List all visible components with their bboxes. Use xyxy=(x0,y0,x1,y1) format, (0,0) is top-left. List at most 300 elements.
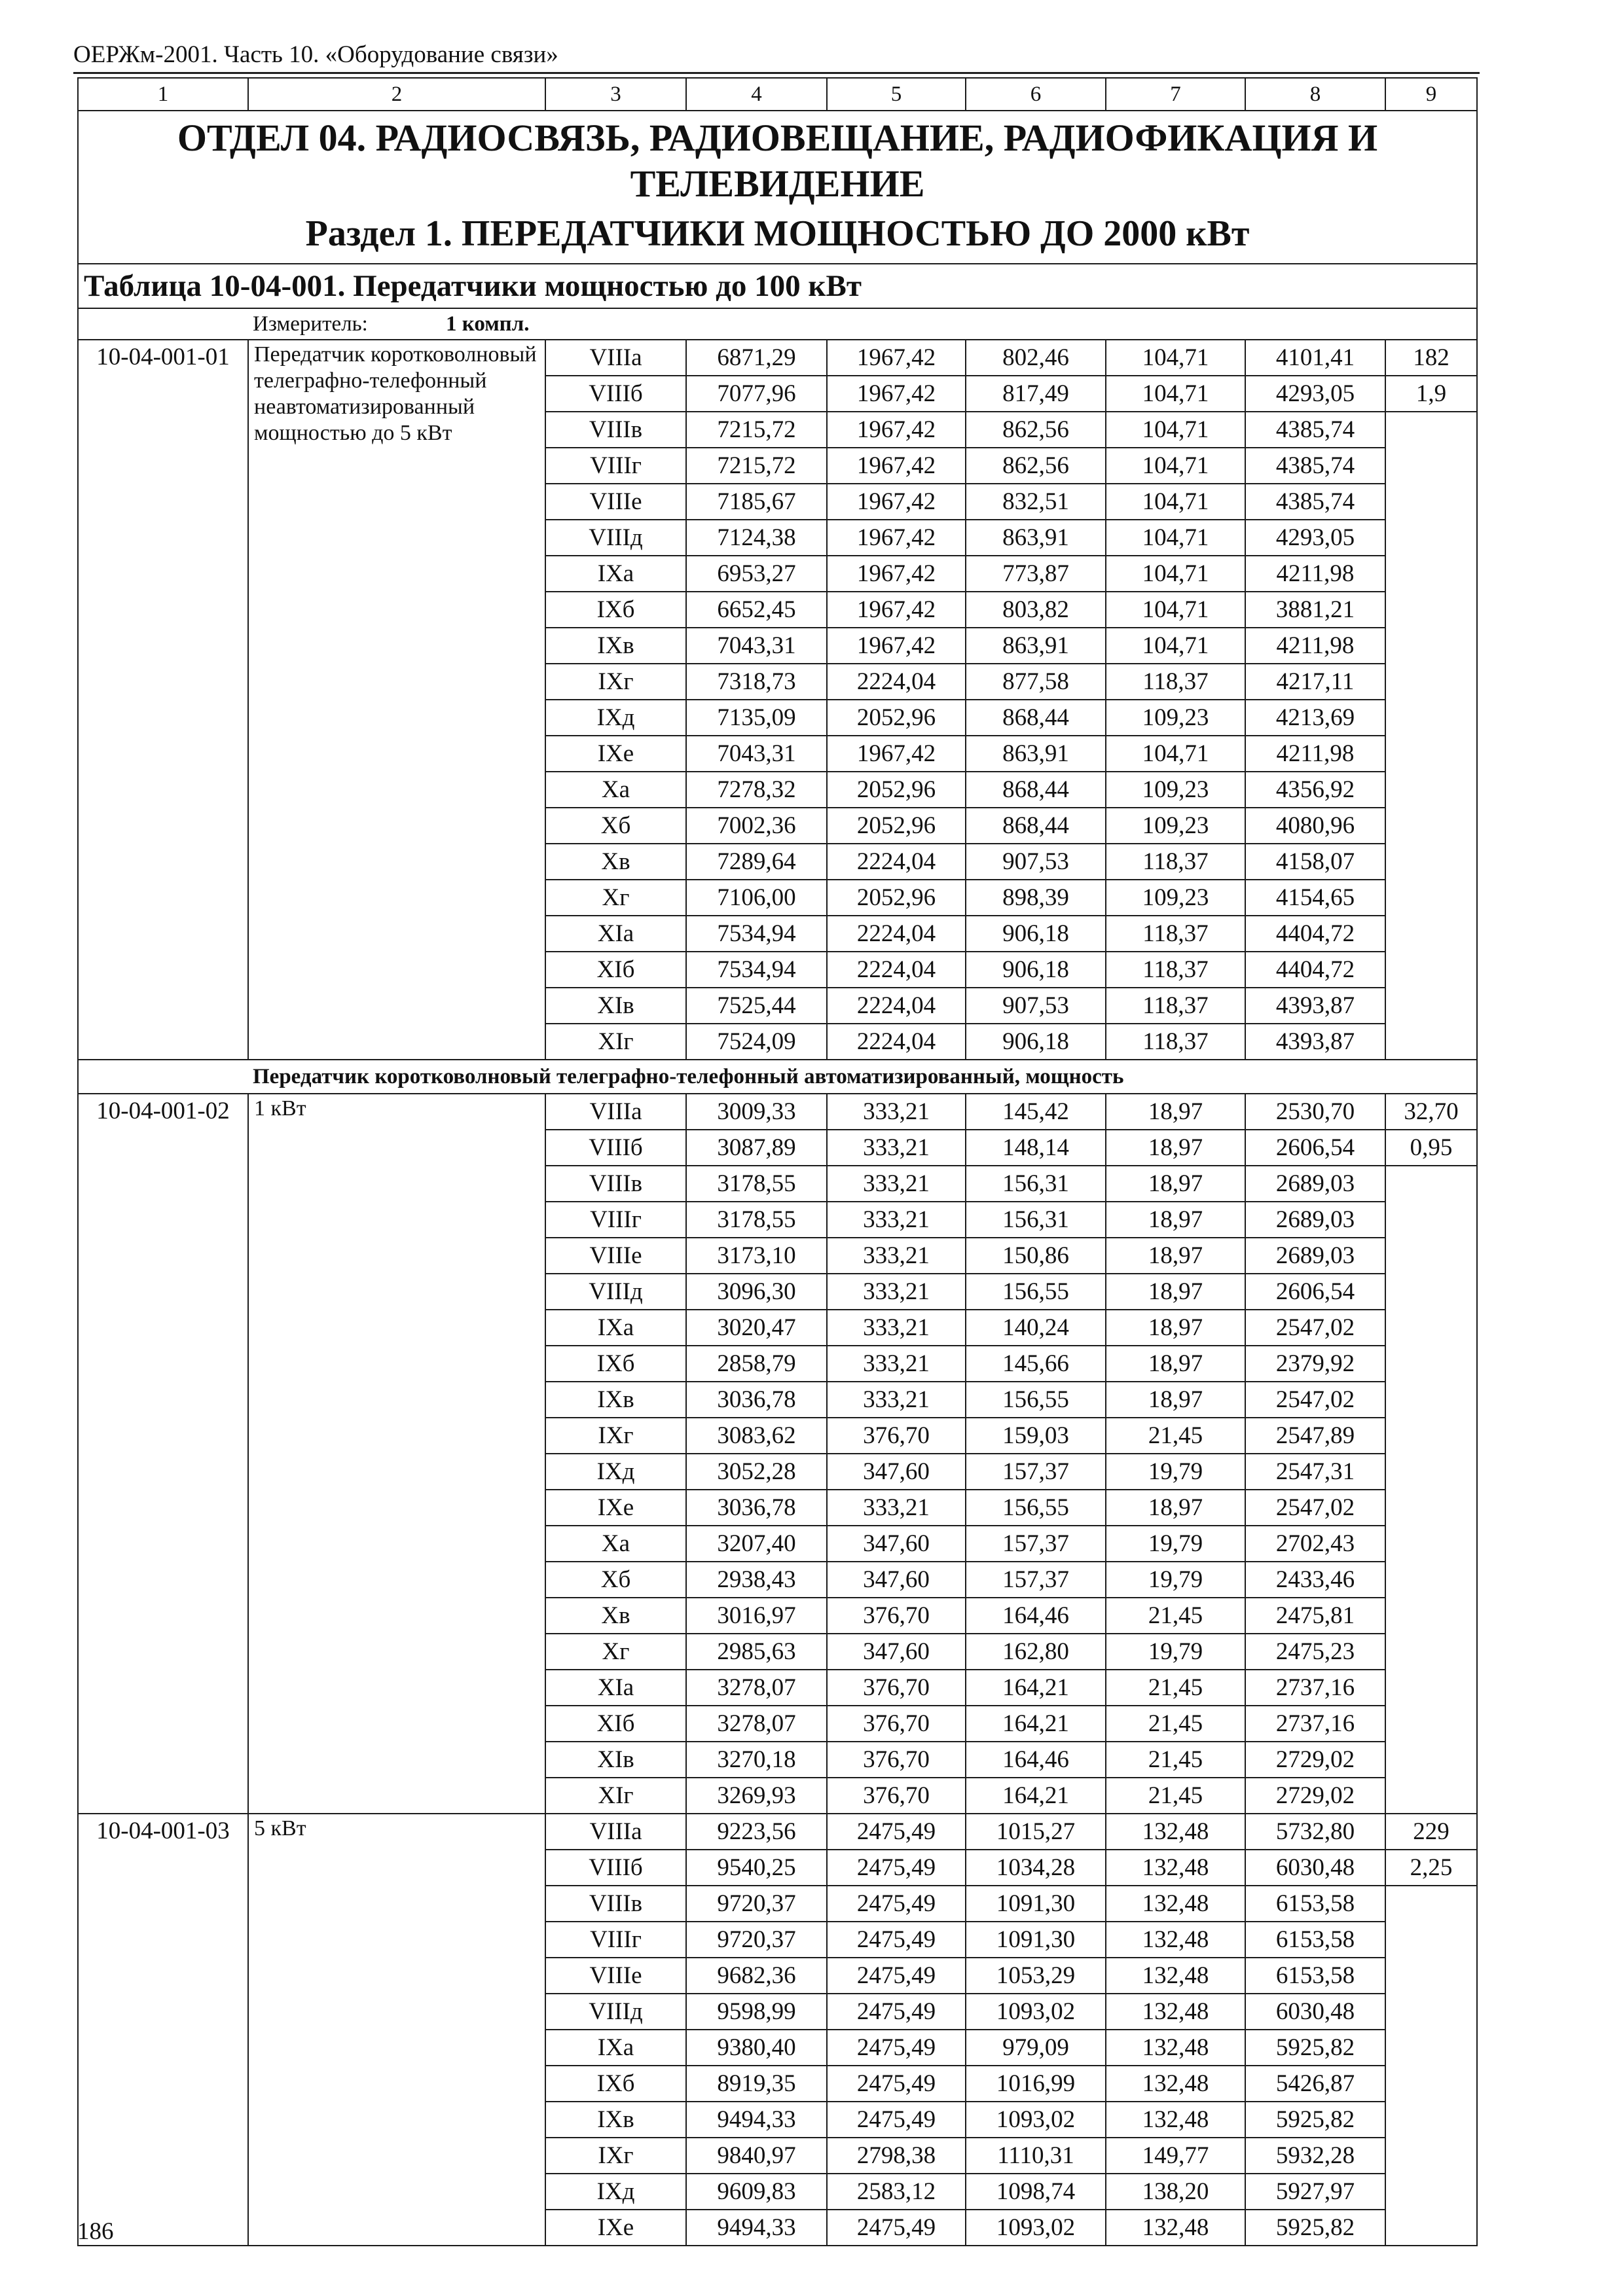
cost-value: 1967,42 xyxy=(827,376,966,412)
zone-code: VIIIг xyxy=(545,1922,686,1958)
cost-value: 1034,28 xyxy=(966,1850,1106,1886)
zone-code: XIб xyxy=(545,952,686,988)
cost-value: 2938,43 xyxy=(686,1562,827,1598)
cost-value: 2985,63 xyxy=(686,1634,827,1670)
cost-value: 4217,11 xyxy=(1245,664,1385,700)
cost-value: 2729,02 xyxy=(1245,1778,1385,1814)
cost-value: 1967,42 xyxy=(827,592,966,628)
cost-value: 333,21 xyxy=(827,1382,966,1418)
zone-code: VIIIе xyxy=(545,484,686,520)
zone-code: IXе xyxy=(545,1490,686,1526)
cost-value: 4101,41 xyxy=(1245,340,1385,376)
cost-value: 333,21 xyxy=(827,1166,966,1202)
column-number: 2 xyxy=(248,78,545,111)
cost-value: 2224,04 xyxy=(827,1024,966,1060)
cost-value: 376,70 xyxy=(827,1598,966,1634)
zone-code: VIIIб xyxy=(545,1130,686,1166)
cost-value: 7002,36 xyxy=(686,808,827,844)
cost-value: 907,53 xyxy=(966,988,1106,1024)
cost-value: 132,48 xyxy=(1106,2210,1245,2246)
cost-value: 979,09 xyxy=(966,2030,1106,2066)
cost-value: 9540,25 xyxy=(686,1850,827,1886)
cost-value: 2547,02 xyxy=(1245,1382,1385,1418)
zone-code: XIв xyxy=(545,1742,686,1778)
labor-empty xyxy=(1385,1166,1477,1814)
cost-value: 145,66 xyxy=(966,1346,1106,1382)
cost-value: 2224,04 xyxy=(827,916,966,952)
cost-value: 118,37 xyxy=(1106,916,1245,952)
labor-value: 1,9 xyxy=(1385,376,1477,412)
cost-value: 7534,94 xyxy=(686,916,827,952)
zone-code: VIIIб xyxy=(545,376,686,412)
cost-value: 138,20 xyxy=(1106,2174,1245,2210)
cost-value: 1967,42 xyxy=(827,412,966,448)
cost-value: 2475,49 xyxy=(827,2066,966,2102)
zone-code: VIIIд xyxy=(545,1994,686,2030)
cost-value: 2475,23 xyxy=(1245,1634,1385,1670)
cost-value: 868,44 xyxy=(966,808,1106,844)
zone-code: IXб xyxy=(545,2066,686,2102)
zone-code: IXв xyxy=(545,2102,686,2138)
cost-value: 2475,49 xyxy=(827,2102,966,2138)
cost-value: 7124,38 xyxy=(686,520,827,556)
labor-empty xyxy=(1385,1886,1477,2246)
cost-value: 2475,49 xyxy=(827,1850,966,1886)
cost-value: 773,87 xyxy=(966,556,1106,592)
cost-value: 4211,98 xyxy=(1245,736,1385,772)
cost-value: 3178,55 xyxy=(686,1166,827,1202)
cost-value: 149,77 xyxy=(1106,2138,1245,2174)
cost-value: 333,21 xyxy=(827,1094,966,1130)
cost-value: 2583,12 xyxy=(827,2174,966,2210)
cost-value: 9223,56 xyxy=(686,1814,827,1850)
cost-value: 863,91 xyxy=(966,520,1106,556)
zone-code: Xг xyxy=(545,880,686,916)
cost-value: 2689,03 xyxy=(1245,1238,1385,1274)
zone-code: Xб xyxy=(545,1562,686,1598)
cost-value: 9380,40 xyxy=(686,2030,827,2066)
cost-value: 4211,98 xyxy=(1245,628,1385,664)
department-title: ОТДЕЛ 04. РАДИОСВЯЗЬ, РАДИОВЕЩАНИЕ, РАДИОФИКАЦИЯ И ТЕЛЕВИДЕНИЕ xyxy=(177,117,1378,205)
heading-cell xyxy=(78,111,1477,264)
cost-value: 7318,73 xyxy=(686,664,827,700)
cost-value: 9609,83 xyxy=(686,2174,827,2210)
cost-value: 1053,29 xyxy=(966,1958,1106,1994)
cost-value: 9720,37 xyxy=(686,1886,827,1922)
zone-code: VIIIд xyxy=(545,1274,686,1310)
cost-value: 333,21 xyxy=(827,1238,966,1274)
cost-value: 7043,31 xyxy=(686,736,827,772)
zone-code: IXа xyxy=(545,1310,686,1346)
cost-value: 2729,02 xyxy=(1245,1742,1385,1778)
cost-value: 3269,93 xyxy=(686,1778,827,1814)
table-row xyxy=(78,1814,1477,1850)
zone-code: XIб xyxy=(545,1706,686,1742)
cost-value: 104,71 xyxy=(1106,412,1245,448)
cost-value: 5925,82 xyxy=(1245,2210,1385,2246)
cost-value: 347,60 xyxy=(827,1634,966,1670)
zone-code: XIв xyxy=(545,988,686,1024)
zone-code: XIг xyxy=(545,1024,686,1060)
cost-value: 18,97 xyxy=(1106,1346,1245,1382)
cost-value: 118,37 xyxy=(1106,988,1245,1024)
cost-value: 2798,38 xyxy=(827,2138,966,2174)
cost-value: 104,71 xyxy=(1106,340,1245,376)
cost-value: 132,48 xyxy=(1106,2030,1245,2066)
cost-value: 4385,74 xyxy=(1245,412,1385,448)
cost-value: 2737,16 xyxy=(1245,1706,1385,1742)
cost-value: 1091,30 xyxy=(966,1886,1106,1922)
cost-value: 2606,54 xyxy=(1245,1130,1385,1166)
zone-code: IXб xyxy=(545,1346,686,1382)
page-number: 186 xyxy=(77,2218,114,2245)
cost-value: 5927,97 xyxy=(1245,2174,1385,2210)
cost-value: 868,44 xyxy=(966,700,1106,736)
cost-value: 132,48 xyxy=(1106,2102,1245,2138)
cost-value: 2475,49 xyxy=(827,1958,966,1994)
cost-value: 3009,33 xyxy=(686,1094,827,1130)
cost-value: 5732,80 xyxy=(1245,1814,1385,1850)
cost-value: 2433,46 xyxy=(1245,1562,1385,1598)
cost-value: 4293,05 xyxy=(1245,520,1385,556)
cost-value: 2475,49 xyxy=(827,1922,966,1958)
cost-value: 157,37 xyxy=(966,1526,1106,1562)
cost-value: 19,79 xyxy=(1106,1634,1245,1670)
zone-code: Xб xyxy=(545,808,686,844)
cost-value: 2530,70 xyxy=(1245,1094,1385,1130)
cost-value: 2379,92 xyxy=(1245,1346,1385,1382)
cost-value: 1967,42 xyxy=(827,628,966,664)
cost-value: 2858,79 xyxy=(686,1346,827,1382)
cost-value: 6153,58 xyxy=(1245,1922,1385,1958)
zone-code: VIIIг xyxy=(545,448,686,484)
measure-value: 1 компл. xyxy=(446,312,530,336)
cost-value: 140,24 xyxy=(966,1310,1106,1346)
cost-value: 145,42 xyxy=(966,1094,1106,1130)
rates-table xyxy=(77,77,1478,2246)
zone-code: IXе xyxy=(545,736,686,772)
rate-code: 10-04-001-01 xyxy=(78,340,248,1060)
cost-value: 2475,49 xyxy=(827,1886,966,1922)
cost-value: 7289,64 xyxy=(686,844,827,880)
zone-code: IXе xyxy=(545,2210,686,2246)
cost-value: 1967,42 xyxy=(827,520,966,556)
cost-value: 333,21 xyxy=(827,1130,966,1166)
cost-value: 164,46 xyxy=(966,1598,1106,1634)
cost-value: 156,55 xyxy=(966,1274,1106,1310)
cost-value: 862,56 xyxy=(966,412,1106,448)
zone-code: VIIIа xyxy=(545,1814,686,1850)
cost-value: 6153,58 xyxy=(1245,1958,1385,1994)
zone-code: IXг xyxy=(545,2138,686,2174)
zone-code: IXв xyxy=(545,628,686,664)
zone-code: VIIIе xyxy=(545,1958,686,1994)
zone-code: Xв xyxy=(545,844,686,880)
cost-value: 7525,44 xyxy=(686,988,827,1024)
cost-value: 2224,04 xyxy=(827,844,966,880)
cost-value: 109,23 xyxy=(1106,880,1245,916)
cost-value: 156,31 xyxy=(966,1166,1106,1202)
cost-value: 2224,04 xyxy=(827,952,966,988)
zone-code: VIIIа xyxy=(545,1094,686,1130)
cost-value: 104,71 xyxy=(1106,448,1245,484)
cost-value: 18,97 xyxy=(1106,1490,1245,1526)
column-number: 1 xyxy=(78,78,248,111)
cost-value: 164,21 xyxy=(966,1778,1106,1814)
cost-value: 333,21 xyxy=(827,1490,966,1526)
cost-value: 9720,37 xyxy=(686,1922,827,1958)
cost-value: 6030,48 xyxy=(1245,1994,1385,2030)
cost-value: 347,60 xyxy=(827,1454,966,1490)
cost-value: 1967,42 xyxy=(827,340,966,376)
zone-code: VIIIв xyxy=(545,1166,686,1202)
table-row xyxy=(78,1094,1477,1130)
cost-value: 9494,33 xyxy=(686,2102,827,2138)
cost-value: 7278,32 xyxy=(686,772,827,808)
header-rule xyxy=(73,72,1480,74)
zone-code: IXг xyxy=(545,664,686,700)
zone-code: IXб xyxy=(545,592,686,628)
labor-empty xyxy=(1385,412,1477,1060)
cost-value: 2689,03 xyxy=(1245,1202,1385,1238)
cost-value: 3096,30 xyxy=(686,1274,827,1310)
measure-cell xyxy=(78,308,1477,340)
cost-value: 18,97 xyxy=(1106,1202,1245,1238)
cost-value: 157,37 xyxy=(966,1454,1106,1490)
cost-value: 1967,42 xyxy=(827,484,966,520)
cost-value: 1091,30 xyxy=(966,1922,1106,1958)
measure-label: Измеритель: xyxy=(253,312,368,336)
cost-value: 6030,48 xyxy=(1245,1850,1385,1886)
cost-value: 118,37 xyxy=(1106,664,1245,700)
cost-value: 9598,99 xyxy=(686,1994,827,2030)
zone-code: IXд xyxy=(545,700,686,736)
cost-value: 3881,21 xyxy=(1245,592,1385,628)
zone-code: XIа xyxy=(545,1670,686,1706)
column-number-row xyxy=(78,78,1477,111)
cost-value: 4154,65 xyxy=(1245,880,1385,916)
cost-value: 148,14 xyxy=(966,1130,1106,1166)
cost-value: 2547,02 xyxy=(1245,1490,1385,1526)
table-body xyxy=(78,78,1477,2246)
cost-value: 3036,78 xyxy=(686,1490,827,1526)
cost-value: 18,97 xyxy=(1106,1274,1245,1310)
zone-code: VIIIв xyxy=(545,1886,686,1922)
cost-value: 2547,31 xyxy=(1245,1454,1385,1490)
cost-value: 347,60 xyxy=(827,1526,966,1562)
cost-value: 104,71 xyxy=(1106,556,1245,592)
column-number: 5 xyxy=(827,78,966,111)
column-number: 7 xyxy=(1106,78,1245,111)
cost-value: 3278,07 xyxy=(686,1670,827,1706)
cost-value: 376,70 xyxy=(827,1706,966,1742)
labor-value: 32,70 xyxy=(1385,1094,1477,1130)
cost-value: 118,37 xyxy=(1106,952,1245,988)
cost-value: 906,18 xyxy=(966,916,1106,952)
cost-value: 164,21 xyxy=(966,1670,1106,1706)
cost-value: 1015,27 xyxy=(966,1814,1106,1850)
subheading-row xyxy=(78,1060,1477,1094)
cost-value: 3052,28 xyxy=(686,1454,827,1490)
zone-code: IXд xyxy=(545,1454,686,1490)
cost-value: 7185,67 xyxy=(686,484,827,520)
cost-value: 2475,81 xyxy=(1245,1598,1385,1634)
cost-value: 7106,00 xyxy=(686,880,827,916)
zone-code: VIIIг xyxy=(545,1202,686,1238)
cost-value: 118,37 xyxy=(1106,844,1245,880)
cost-value: 2052,96 xyxy=(827,700,966,736)
cost-value: 4385,74 xyxy=(1245,484,1385,520)
cost-value: 3020,47 xyxy=(686,1310,827,1346)
cost-value: 2475,49 xyxy=(827,1994,966,2030)
zone-code: Xв xyxy=(545,1598,686,1634)
cost-value: 376,70 xyxy=(827,1778,966,1814)
measure-row xyxy=(78,308,1477,340)
cost-value: 6871,29 xyxy=(686,340,827,376)
cost-value: 164,21 xyxy=(966,1706,1106,1742)
zone-code: VIIIа xyxy=(545,340,686,376)
cost-value: 19,79 xyxy=(1106,1454,1245,1490)
cost-value: 150,86 xyxy=(966,1238,1106,1274)
cost-value: 132,48 xyxy=(1106,1814,1245,1850)
zone-code: XIг xyxy=(545,1778,686,1814)
cost-value: 132,48 xyxy=(1106,1922,1245,1958)
cost-value: 132,48 xyxy=(1106,1850,1245,1886)
cost-value: 3036,78 xyxy=(686,1382,827,1418)
cost-value: 3083,62 xyxy=(686,1418,827,1454)
zone-code: IXа xyxy=(545,556,686,592)
table-title: Таблица 10-04-001. Передатчики мощностью до 100 кВт xyxy=(78,264,1477,308)
cost-value: 118,37 xyxy=(1106,1024,1245,1060)
cost-value: 7077,96 xyxy=(686,376,827,412)
cost-value: 832,51 xyxy=(966,484,1106,520)
cost-value: 4404,72 xyxy=(1245,916,1385,952)
labor-value: 2,25 xyxy=(1385,1850,1477,1886)
column-number: 3 xyxy=(545,78,686,111)
column-number: 4 xyxy=(686,78,827,111)
cost-value: 164,46 xyxy=(966,1742,1106,1778)
cost-value: 906,18 xyxy=(966,952,1106,988)
zone-code: VIIIе xyxy=(545,1238,686,1274)
cost-value: 2475,49 xyxy=(827,2030,966,2066)
cost-value: 333,21 xyxy=(827,1274,966,1310)
cost-value: 8919,35 xyxy=(686,2066,827,2102)
cost-value: 156,55 xyxy=(966,1490,1106,1526)
cost-value: 4393,87 xyxy=(1245,1024,1385,1060)
cost-value: 2052,96 xyxy=(827,772,966,808)
cost-value: 7534,94 xyxy=(686,952,827,988)
cost-value: 4080,96 xyxy=(1245,808,1385,844)
cost-value: 2052,96 xyxy=(827,808,966,844)
cost-value: 3278,07 xyxy=(686,1706,827,1742)
cost-value: 5925,82 xyxy=(1245,2102,1385,2138)
cost-value: 2224,04 xyxy=(827,988,966,1024)
cost-value: 132,48 xyxy=(1106,2066,1245,2102)
cost-value: 162,80 xyxy=(966,1634,1106,1670)
cost-value: 6953,27 xyxy=(686,556,827,592)
zone-code: IXв xyxy=(545,1382,686,1418)
cost-value: 862,56 xyxy=(966,448,1106,484)
cost-value: 104,71 xyxy=(1106,628,1245,664)
cost-value: 4356,92 xyxy=(1245,772,1385,808)
cost-value: 19,79 xyxy=(1106,1526,1245,1562)
cost-value: 802,46 xyxy=(966,340,1106,376)
cost-value: 907,53 xyxy=(966,844,1106,880)
cost-value: 18,97 xyxy=(1106,1238,1245,1274)
cost-value: 5426,87 xyxy=(1245,2066,1385,2102)
rate-code: 10-04-001-03 xyxy=(78,1814,248,2246)
cost-value: 2547,02 xyxy=(1245,1310,1385,1346)
zone-code: VIIIд xyxy=(545,520,686,556)
cost-value: 376,70 xyxy=(827,1418,966,1454)
cost-value: 6652,45 xyxy=(686,592,827,628)
zone-code: Xа xyxy=(545,1526,686,1562)
cost-value: 156,31 xyxy=(966,1202,1106,1238)
rate-description: 1 кВт xyxy=(248,1094,545,1814)
cost-value: 863,91 xyxy=(966,736,1106,772)
zone-code: IXд xyxy=(545,2174,686,2210)
cost-value: 333,21 xyxy=(827,1202,966,1238)
cost-value: 376,70 xyxy=(827,1670,966,1706)
cost-value: 157,37 xyxy=(966,1562,1106,1598)
cost-value: 7135,09 xyxy=(686,700,827,736)
cost-value: 4211,98 xyxy=(1245,556,1385,592)
cost-value: 2547,89 xyxy=(1245,1418,1385,1454)
rate-description: 5 кВт xyxy=(248,1814,545,2246)
cost-value: 1093,02 xyxy=(966,2210,1106,2246)
cost-value: 132,48 xyxy=(1106,1994,1245,2030)
cost-value: 104,71 xyxy=(1106,520,1245,556)
cost-value: 109,23 xyxy=(1106,808,1245,844)
cost-value: 21,45 xyxy=(1106,1670,1245,1706)
cost-value: 18,97 xyxy=(1106,1310,1245,1346)
cost-value: 2606,54 xyxy=(1245,1274,1385,1310)
cost-value: 3016,97 xyxy=(686,1598,827,1634)
zone-code: VIIIб xyxy=(545,1850,686,1886)
cost-value: 5932,28 xyxy=(1245,2138,1385,2174)
cost-value: 159,03 xyxy=(966,1418,1106,1454)
subheading: Передатчик коротковолновый телеграфно-телефонный автоматизированный, мощность xyxy=(78,1060,1477,1094)
cost-value: 9840,97 xyxy=(686,2138,827,2174)
cost-value: 2052,96 xyxy=(827,880,966,916)
zone-code: Xа xyxy=(545,772,686,808)
cost-value: 132,48 xyxy=(1106,1886,1245,1922)
cost-value: 18,97 xyxy=(1106,1094,1245,1130)
cost-value: 7215,72 xyxy=(686,412,827,448)
cost-value: 1967,42 xyxy=(827,448,966,484)
zone-code: IXг xyxy=(545,1418,686,1454)
cost-value: 109,23 xyxy=(1106,772,1245,808)
cost-value: 104,71 xyxy=(1106,592,1245,628)
cost-value: 4158,07 xyxy=(1245,844,1385,880)
labor-value: 182 xyxy=(1385,340,1477,376)
cost-value: 7524,09 xyxy=(686,1024,827,1060)
cost-value: 3178,55 xyxy=(686,1202,827,1238)
cost-value: 104,71 xyxy=(1106,736,1245,772)
cost-value: 3207,40 xyxy=(686,1526,827,1562)
section-title: Раздел 1. ПЕРЕДАТЧИКИ МОЩНОСТЬЮ ДО 2000 кВт xyxy=(305,213,1250,254)
cost-value: 104,71 xyxy=(1106,376,1245,412)
cost-value: 1967,42 xyxy=(827,736,966,772)
rate-description: Передатчик коротковолновый телеграфно-телефонный неавтоматизированный мощностью до 5 кВт xyxy=(248,340,545,1060)
cost-value: 4385,74 xyxy=(1245,448,1385,484)
cost-value: 9494,33 xyxy=(686,2210,827,2246)
cost-value: 4213,69 xyxy=(1245,700,1385,736)
cost-value: 2737,16 xyxy=(1245,1670,1385,1706)
cost-value: 1093,02 xyxy=(966,1994,1106,2030)
cost-value: 5925,82 xyxy=(1245,2030,1385,2066)
cost-value: 376,70 xyxy=(827,1742,966,1778)
